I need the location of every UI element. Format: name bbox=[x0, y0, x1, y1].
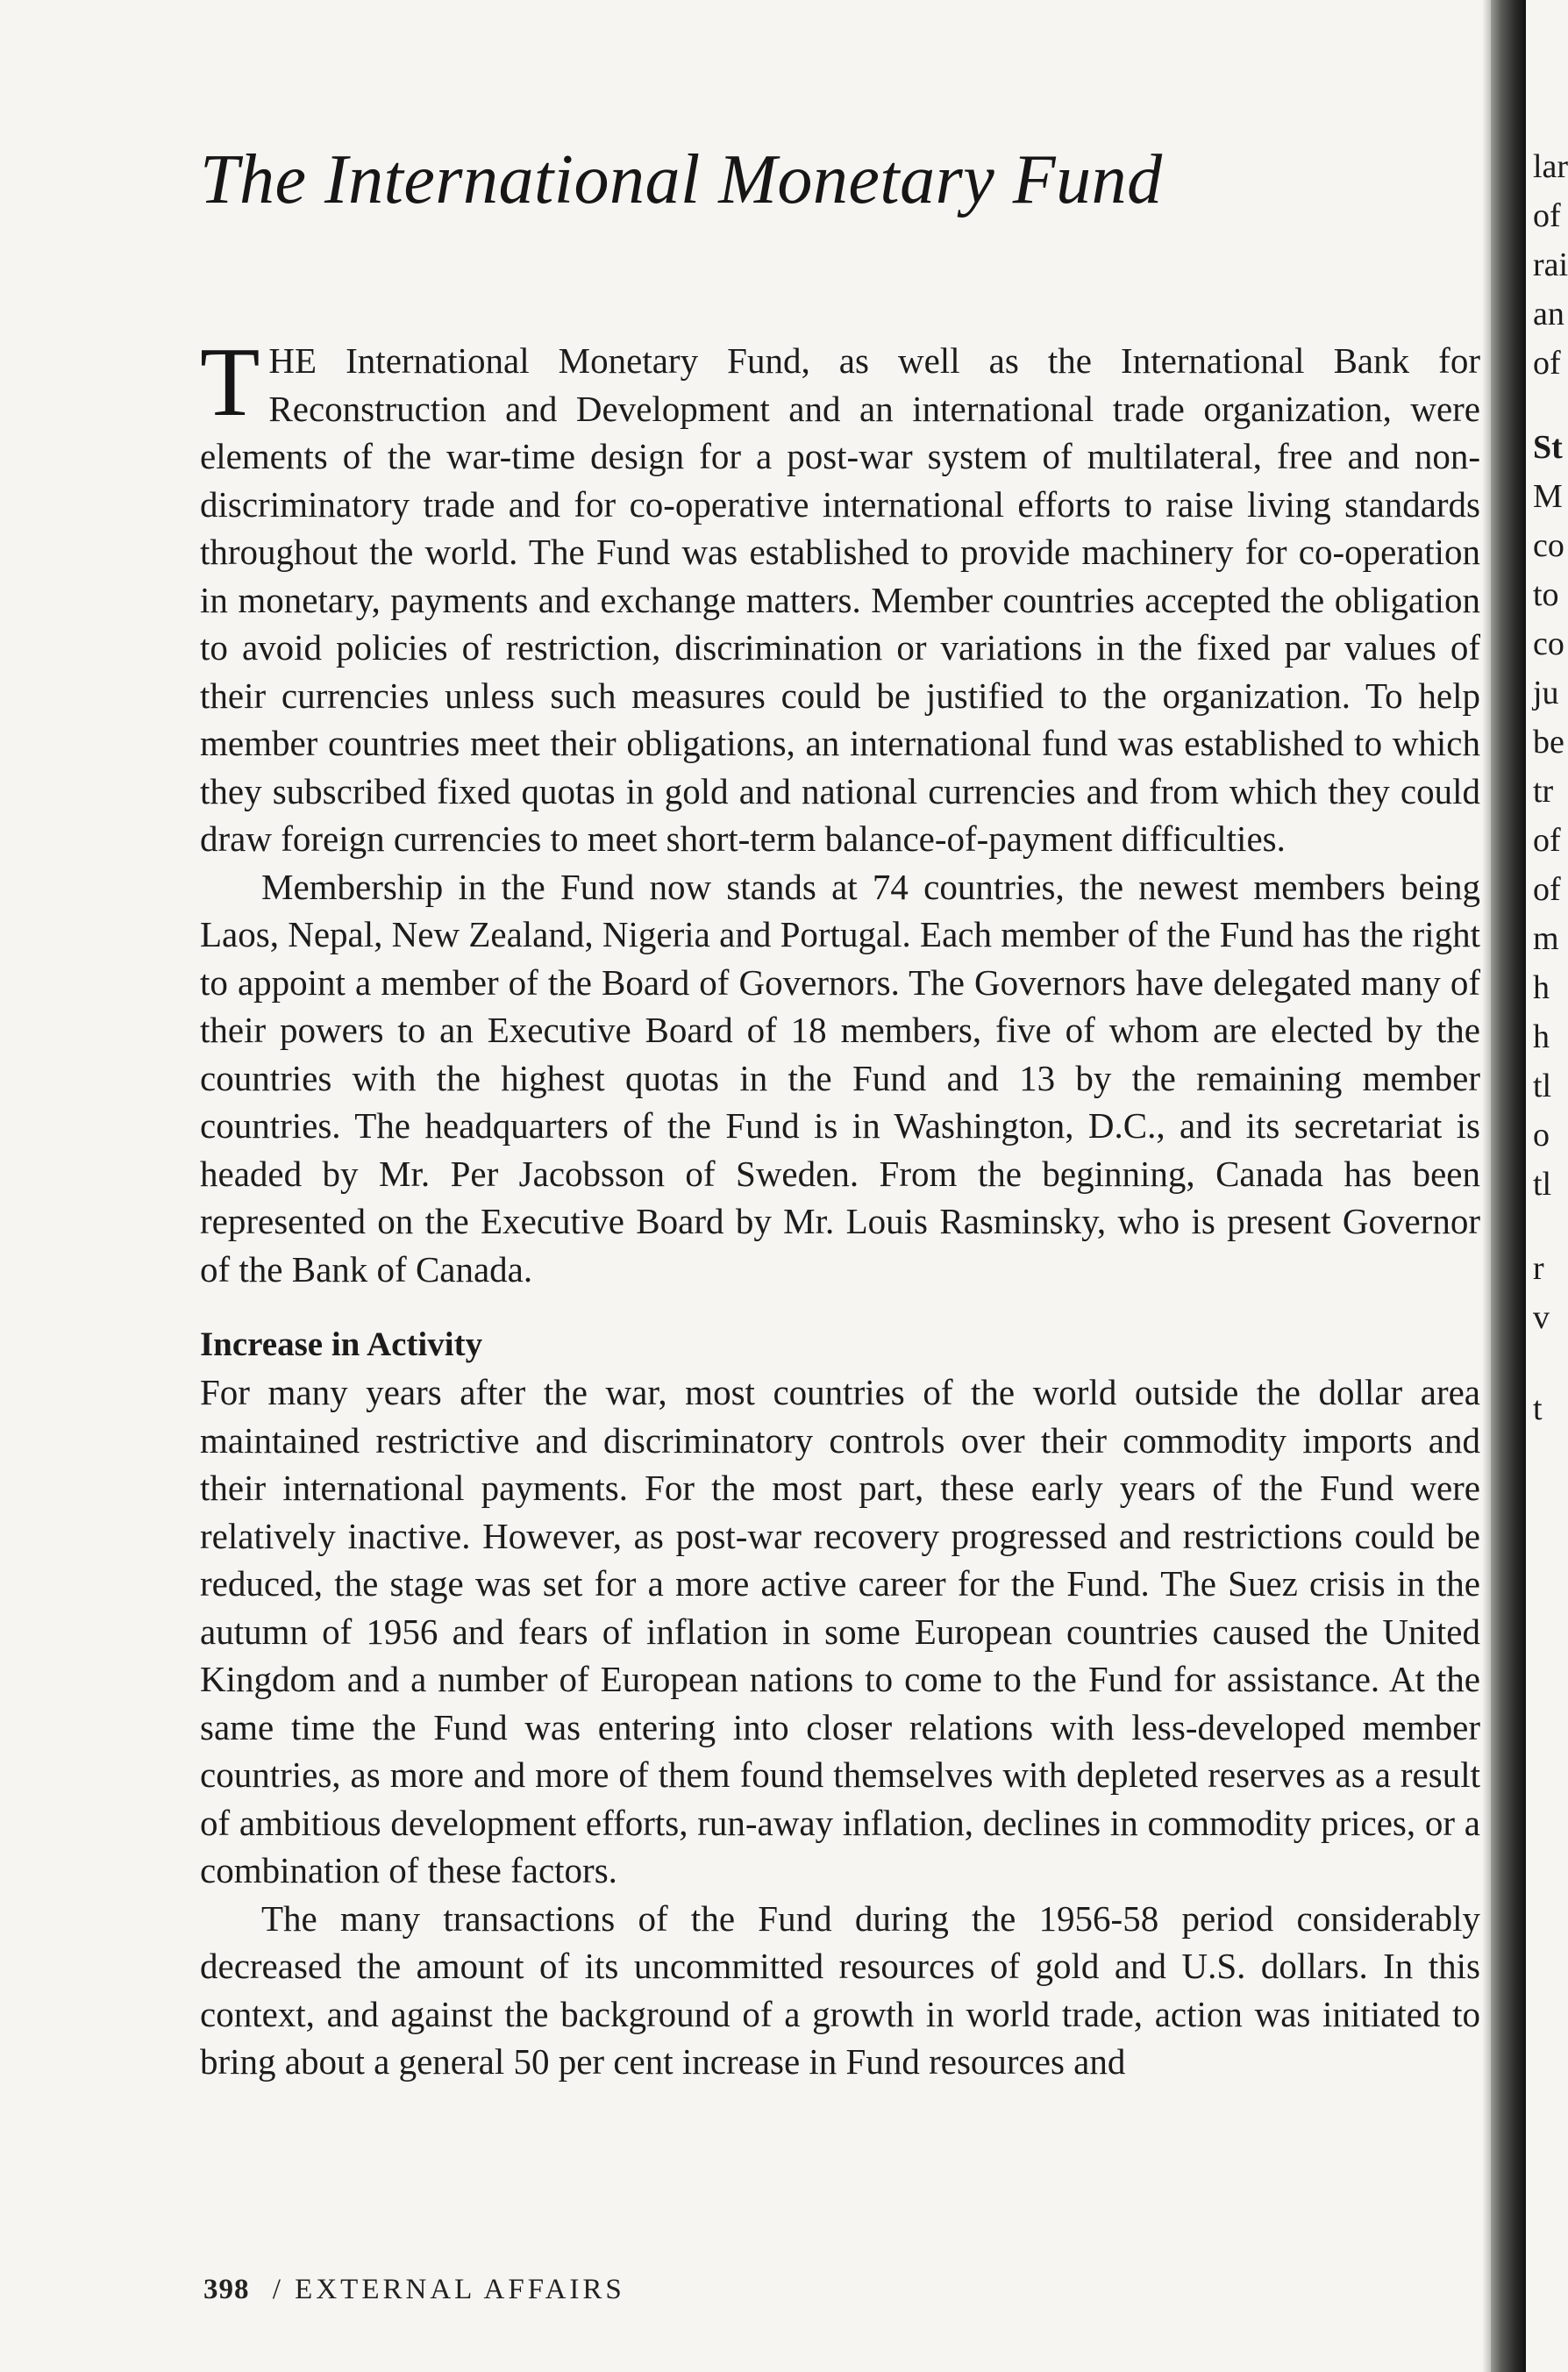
facing-fragment: tl bbox=[1533, 1166, 1552, 1203]
facing-fragment: of bbox=[1533, 871, 1561, 908]
publication-name: EXTERNAL AFFAIRS bbox=[295, 2274, 625, 2305]
facing-fragment: h bbox=[1533, 969, 1550, 1006]
facing-fragment: co bbox=[1533, 625, 1564, 662]
facing-fragment: tr bbox=[1533, 773, 1554, 810]
membership-paragraph: Membership in the Fund now stands at 74 countries, the newest members being Laos, Nepal, New Zealand, Nigeria and Portugal. Each member of the Fund has the right to appoint a member of the Board of Governors. The Governors have delegated many of their powers to an Executive Board of 18 members, five of whom are elected by the countries with the highest quotas in the Fund and 13 by the remaining member countries. The headquarters of the Fund is in Washington, D.C., and its secretariat is headed by Mr. Per Jacobsson of Sweden. From the beginning, Canada has been represented on the Executive Board by Mr. Louis Rasminsky, who is present Governor of the Bank of Canada. bbox=[200, 866, 1480, 1290]
facing-fragment: r bbox=[1533, 1250, 1544, 1287]
facing-fragment: m bbox=[1533, 920, 1559, 957]
book-binding bbox=[1491, 0, 1526, 2372]
facing-page-edge bbox=[1528, 0, 1568, 2372]
page-title: The International Monetary Fund bbox=[200, 141, 1163, 218]
facing-fragment: to bbox=[1533, 576, 1559, 613]
facing-fragment: of bbox=[1533, 345, 1561, 382]
facing-fragment: be bbox=[1533, 724, 1564, 761]
facing-fragment: of bbox=[1533, 197, 1561, 234]
facing-fragment: o bbox=[1533, 1117, 1550, 1154]
page-footer bbox=[203, 2274, 625, 2306]
facing-fragment: h bbox=[1533, 1018, 1550, 1055]
footer-separator: / bbox=[272, 2274, 284, 2305]
facing-fragment: rai bbox=[1533, 246, 1568, 283]
transactions-paragraph: The many transactions of the Fund during the 1956-58 period considerably decreased the amount of its uncommitted resources of gold and U.S. dollars. In this context, and against the background of a growth in world trade, action was initiated to bring about a general 50 per cent increase in Fund resources and bbox=[200, 1897, 1480, 2082]
page-number: 398 bbox=[203, 2274, 250, 2305]
facing-fragment: lar bbox=[1533, 148, 1568, 185]
section-heading: Increase in Activity bbox=[200, 1325, 483, 1363]
article-body bbox=[200, 328, 1480, 2086]
facing-fragment: ju bbox=[1533, 675, 1559, 711]
facing-fragment: v bbox=[1533, 1299, 1550, 1336]
facing-fragment: St bbox=[1533, 429, 1563, 466]
intro-paragraph bbox=[200, 328, 1480, 863]
facing-fragment: an bbox=[1533, 296, 1564, 332]
activity-paragraph: For many years after the war, most countries of the world outside the dollar area maintained restrictive and discriminatory controls over their commodity imports and their international payments. For the most part, these early years of the Fund were relatively inactive. However, as post-war recovery progressed and restrictions could be reduced, the stage was set for a more active career for the Fund. The Suez crisis in the autumn of 1956 and fears of inflation in some European countries caused the United Kingdom and a number of European nations to come to the Fund for assistance. At the same time the Fund was entering into closer relations with less-developed member countries, as more and more of them found themselves with depleted reserves as a result of ambitious development efforts, run-away inflation, declines in commodity prices, or a combination of these factors. bbox=[200, 1372, 1480, 1890]
drop-cap: T bbox=[200, 328, 260, 437]
intro-text: International Monetary Fund, as well as the International Bank for Reconstruction and Development and an international trade organization, were elements of the war-time design for a post-war system of multilateral, free and non-discriminatory trade and for co-operative international efforts to raise living standards throughout the world. The Fund was established to provide machinery for co-operation in monetary, payments and exchange matters. Member countries accepted the obligation to avoid policies of restriction, discrimination or variations in the fixed par values of their currencies unless such measures could be justified to the organization. To help member countries meet their obligations, an international fund was established to which they subscribed fixed quotas in gold and national currencies and from which they could draw foreign currencies to meet short-term balance-of-payment difficulties. bbox=[200, 340, 1480, 859]
facing-fragment: co bbox=[1533, 527, 1564, 564]
facing-fragment: t bbox=[1533, 1390, 1543, 1427]
facing-fragment: M bbox=[1533, 478, 1563, 515]
intro-smallcaps: HE bbox=[268, 340, 317, 381]
facing-fragment: of bbox=[1533, 822, 1561, 859]
facing-fragment: tl bbox=[1533, 1068, 1552, 1104]
